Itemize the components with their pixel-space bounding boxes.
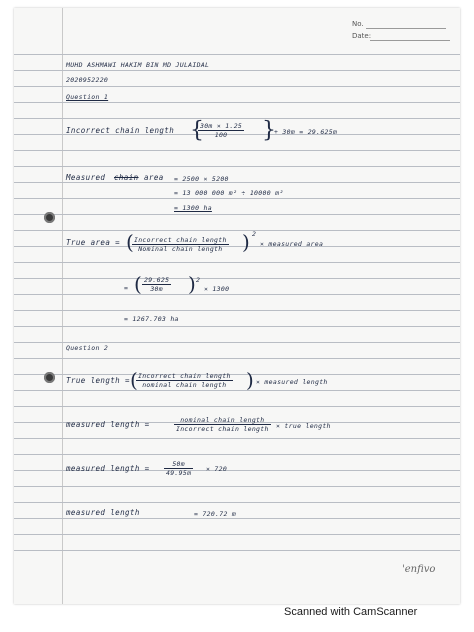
measured-length-fraction xyxy=(174,416,271,433)
sub-fraction-den: 30m xyxy=(150,285,163,293)
student-id: 2020952220 xyxy=(66,76,109,84)
measured-length-label: measured length = xyxy=(66,420,150,429)
true-area-power: 2 xyxy=(252,230,257,238)
paren-open: ( xyxy=(126,230,134,254)
incorrect-chain-result: + 30m = 29.625m xyxy=(274,128,338,136)
brace-close: } xyxy=(262,118,276,143)
true-area-label: True area = xyxy=(66,238,121,247)
ruled-line xyxy=(14,54,460,55)
measured-label: Measured xyxy=(66,173,106,182)
ruled-line xyxy=(14,374,460,375)
measured-eq-2: = 13 000 000 m² ÷ 10000 m² xyxy=(174,189,284,197)
incorrect-fraction-den: 100 xyxy=(214,131,228,139)
student-name: MUHD ASHMAWI HAKIM BIN MD JULAIDAL xyxy=(66,61,210,69)
ruled-line xyxy=(14,342,460,343)
measured-length-result-label: measured length xyxy=(66,508,140,517)
ruled-line xyxy=(14,278,460,279)
no-line xyxy=(366,28,446,29)
measured-length-rest: × true length xyxy=(276,422,331,430)
sub-paren-open: ( xyxy=(134,272,142,296)
true-length-fraction-num: Incorrect chain length xyxy=(138,372,231,380)
ruled-line xyxy=(14,70,460,71)
ruled-line xyxy=(14,102,460,103)
ruled-line xyxy=(14,534,460,535)
binder-hole xyxy=(44,372,55,383)
sub-fraction xyxy=(142,276,171,293)
date-label: Date: xyxy=(352,32,372,40)
binder-hole xyxy=(44,212,55,223)
measured-length-sub-den: 49.95m xyxy=(166,469,192,477)
paren-close: ) xyxy=(242,230,250,254)
ruled-line xyxy=(14,262,460,263)
date-line xyxy=(370,40,450,41)
incorrect-fraction xyxy=(198,122,244,139)
ruled-line xyxy=(14,118,460,119)
ruled-line xyxy=(14,438,460,439)
no-label: No. xyxy=(352,20,364,28)
measured-struck-word: chain xyxy=(114,173,139,182)
q1-result: = 1267.703 ha xyxy=(124,315,179,323)
true-area-fraction xyxy=(132,236,229,253)
measured-area-word: area xyxy=(144,173,164,182)
ruled-line xyxy=(14,214,460,215)
sub-rest: × 1300 xyxy=(204,285,230,293)
true-length-fraction-den: nominal chain length xyxy=(142,381,227,389)
incorrect-fraction-num: 30m × 1.25 xyxy=(200,122,243,130)
ruled-line xyxy=(14,198,460,199)
sub-fraction-num: 29.625 xyxy=(144,276,170,284)
q2-paren-close: ) xyxy=(246,368,254,392)
ruled-line xyxy=(14,182,460,183)
notebook-page xyxy=(14,8,460,604)
notebook-brand-logo: 'enfivo xyxy=(402,564,436,575)
measured-length-sub-fraction xyxy=(164,460,193,477)
true-length-fraction xyxy=(136,372,233,389)
ruled-line xyxy=(14,518,460,519)
measured-length-result-value: = 720.72 m xyxy=(194,510,237,518)
margin-line xyxy=(62,8,63,604)
ruled-line xyxy=(14,166,460,167)
true-area-rest: × measured area xyxy=(260,240,324,248)
scanner-watermark: Scanned with CamScanner xyxy=(284,606,418,618)
sub-equals: = xyxy=(124,284,129,292)
question-1-title: Question 1 xyxy=(66,93,109,101)
ruled-line xyxy=(14,486,460,487)
true-length-label: True length = xyxy=(66,376,130,385)
sub-paren-close: ) xyxy=(188,272,196,296)
measured-length-sub-rest: × 720 xyxy=(206,465,228,473)
measured-eq-1: = 2500 × 5200 xyxy=(174,175,229,183)
measured-length-sub-label: measured length = xyxy=(66,464,150,473)
ruled-line xyxy=(14,310,460,311)
true-area-fraction-den: Nominal chain length xyxy=(138,245,223,253)
q2-paren-open: ( xyxy=(130,368,138,392)
measured-eq-3: = 1300 ha xyxy=(174,204,212,212)
ruled-line xyxy=(14,550,460,551)
ruled-line xyxy=(14,326,460,327)
ruled-line xyxy=(14,358,460,359)
measured-length-fraction-den: Incorrect chain length xyxy=(176,425,269,433)
sub-power: 2 xyxy=(196,276,201,284)
ruled-line xyxy=(14,86,460,87)
ruled-line xyxy=(14,390,460,391)
ruled-line xyxy=(14,230,460,231)
true-length-rest: × measured length xyxy=(256,378,328,386)
ruled-line xyxy=(14,150,460,151)
measured-length-fraction-num: nominal chain length xyxy=(174,416,271,425)
true-area-fraction-num: Incorrect chain length xyxy=(134,236,227,244)
brace-open: { xyxy=(190,118,204,143)
ruled-line xyxy=(14,502,460,503)
ruled-line xyxy=(14,454,460,455)
measured-length-sub-num: 50m xyxy=(164,460,193,469)
ruled-line xyxy=(14,406,460,407)
question-2-title: Question 2 xyxy=(66,344,109,352)
incorrect-chain-label: Incorrect chain length xyxy=(66,126,175,135)
ruled-line xyxy=(14,294,460,295)
